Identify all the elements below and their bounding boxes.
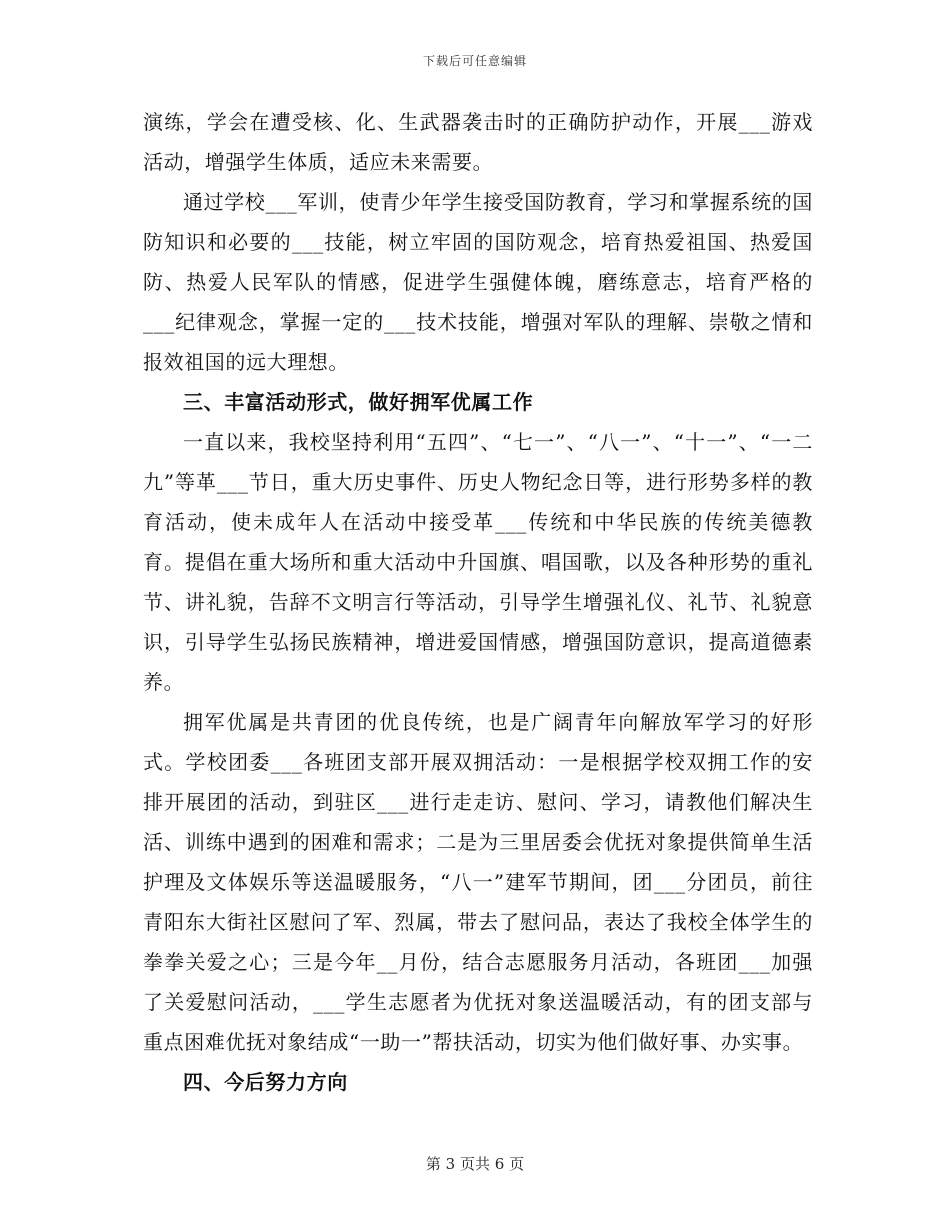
paragraph-military-training: 通过学校___军训，使青少年学生接受国防教育，学习和掌握系统的国防知识和必要的___技能，树立牢固的国防观念，培育热爱祖国、热爱国防、热爱人民军队的情感，促进学生强健体魄，磨练意志，培育严格的___纪律观念，掌握一定的___技术技能，增强对军队的理解、崇敬之情和报效祖国的远大理想。 bbox=[143, 190, 813, 374]
section-heading-4: 四、今后努力方向 bbox=[183, 1070, 348, 1094]
section-heading-3: 三、丰富活动形式，做好拥军优属工作 bbox=[183, 390, 534, 414]
page-header: 下载后可任意编辑 bbox=[422, 54, 527, 68]
paragraph-continued: 演练，学会在遭受核、化、生武器袭击时的正确防护动作，开展___游戏活动，增强学生体质，适应未来需要。 bbox=[143, 110, 813, 174]
document-body bbox=[143, 102, 813, 1102]
paragraph-activities: 一直以来，我校坚持利用“五四”、“七一”、“八一”、“十一”、“一二九”等革___节日，重大历史事件、历史人物纪念日等，进行形势多样的教育活动，使未成年人在活动中接受革___传统和中华民族的传统美德教育。提倡在重大场所和重大活动中升国旗、唱国歌，以及各种形势的重礼节、讲礼貌，告辞不文明言行等活动，引导学生增强礼仪、礼节、礼貌意识，引导学生弘扬民族精神，增进爱国情感，增强国防意识，提高道德素养。 bbox=[143, 430, 813, 694]
paragraph-support-army: 拥军优属是共青团的优良传统，也是广阔青年向解放军学习的好形式。学校团委___各班团支部开展双拥活动：一是根据学校双拥工作的安排开展团的活动，到驻区___进行走走访、慰问、学习，请教他们解决生活、训练中遇到的困难和需求；二是为三里居委会优抚对象提供简单生活护理及文体娱乐等送温暖服务，“八一”建军节期间，团___分团员，前往青阳东大街社区慰问了军、烈属，带去了慰问品，表达了我校全体学生的拳拳关爱之心；三是今年__月份，结合志愿服务月活动，各班团___加强了关爱慰问活动，___学生志愿者为优抚对象送温暖活动，有的团支部与重点困难优抚对象结成“一助一”帮扶活动，切实为他们做好事、办实事。 bbox=[143, 710, 813, 1054]
page-footer: 第 3 页共 6 页 bbox=[425, 1155, 525, 1173]
